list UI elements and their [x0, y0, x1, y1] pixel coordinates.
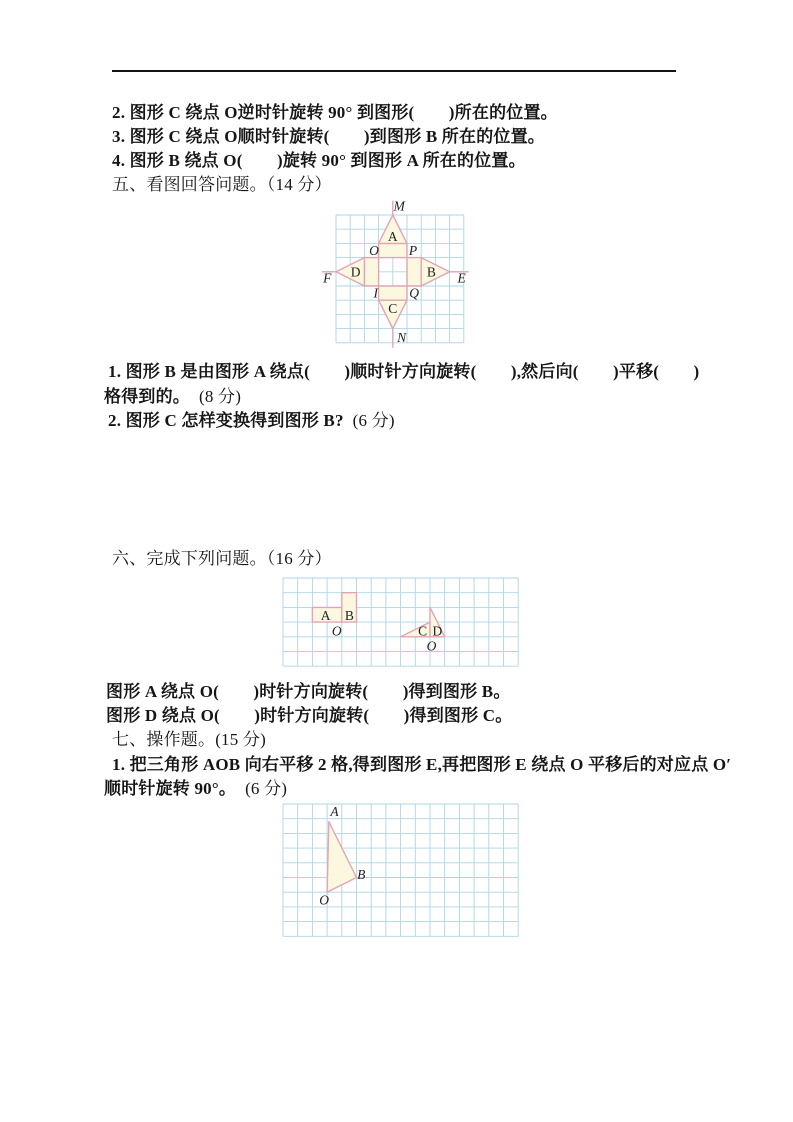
point-label-C: C: [418, 623, 428, 639]
text-line-0: [112, 102, 558, 124]
text-line-12: [104, 778, 287, 800]
line-main-text: 七、操作题。(15 分): [112, 730, 266, 749]
text-line-2: [112, 150, 526, 172]
line-main-text: 格得到的。: [104, 387, 190, 406]
line-main-text: 图形 A 绕点 O( )时针方向旋转( )得到图形 B。: [106, 682, 511, 701]
point-label-P: P: [408, 243, 418, 258]
line-main-text: 2. 图形 C 怎样变换得到图形 B?: [108, 411, 344, 430]
point-label-B: B: [426, 264, 436, 280]
arm-b-rect: [407, 258, 421, 286]
line-score-text: (6 分): [352, 411, 395, 430]
text-line-1: [112, 126, 545, 148]
point-label-O: O: [319, 892, 330, 908]
point-label-B: B: [357, 866, 366, 882]
point-label-O: O: [331, 623, 342, 639]
line-main-text: 4. 图形 B 绕点 O( )旋转 90° 到图形 A 所在的位置。: [112, 151, 526, 170]
line-main-text: 2. 图形 C 绕点 O逆时针旋转 90° 到图形( )所在的位置。: [112, 103, 558, 122]
point-label-N: N: [397, 329, 407, 345]
point-label-I: I: [373, 285, 379, 301]
arm-c-rect: [379, 286, 407, 300]
figure-pinwheel-rotation-grid: [320, 196, 474, 351]
point-label-F: F: [323, 270, 332, 286]
line-main-text: 顺时针旋转 90°。: [104, 779, 237, 798]
text-line-9: [106, 705, 512, 727]
arm-a-rect: [379, 243, 407, 257]
point-label-A: A: [320, 607, 331, 623]
text-line-8: [106, 681, 511, 703]
text-line-10: [112, 729, 266, 751]
point-label-E: E: [457, 270, 466, 286]
line-main-text: 1. 图形 B 是由图形 A 绕点( )顺时针方向旋转( ),然后向( )平移( ): [108, 362, 700, 381]
point-label-D: D: [350, 264, 361, 280]
text-line-3: [112, 174, 332, 196]
line-main-text: 五、看图回答问题。（14 分）: [112, 175, 332, 194]
text-line-5: [104, 386, 241, 408]
line-main-text: 六、完成下列问题。（16 分）: [112, 549, 332, 568]
point-label-D: D: [432, 623, 443, 639]
text-line-4: [108, 361, 699, 383]
arm-d-rect: [364, 258, 378, 286]
point-label-A: A: [330, 803, 339, 819]
point-label-B: B: [344, 607, 354, 623]
point-label-M: M: [393, 198, 405, 214]
line-main-text: 图形 D 绕点 O( )时针方向旋转( )得到图形 C。: [106, 706, 513, 725]
point-label-O: O: [426, 638, 437, 654]
point-label-C: C: [388, 301, 398, 317]
figure-triangle-aob-grid: [279, 800, 523, 941]
point-label-Q: Q: [409, 285, 419, 301]
text-line-6: [108, 410, 395, 432]
point-label-A: A: [387, 228, 398, 244]
header-rule: [112, 70, 676, 72]
text-line-7: [112, 548, 332, 570]
line-score-text: (6 分): [245, 779, 288, 798]
text-line-11: [112, 754, 731, 776]
line-score-text: (8 分): [199, 387, 242, 406]
point-label-O: O: [369, 243, 379, 258]
line-main-text: 1. 把三角形 AOB 向右平移 2 格,得到图形 E,再把图形 E 绕点 O 平移后的对应点 O′: [112, 755, 732, 774]
line-main-text: 3. 图形 C 绕点 O顺时针旋转( )到图形 B 所在的位置。: [112, 127, 546, 146]
figure-rotation-pairs-grid: [279, 574, 523, 671]
grid-lines: [283, 804, 518, 936]
